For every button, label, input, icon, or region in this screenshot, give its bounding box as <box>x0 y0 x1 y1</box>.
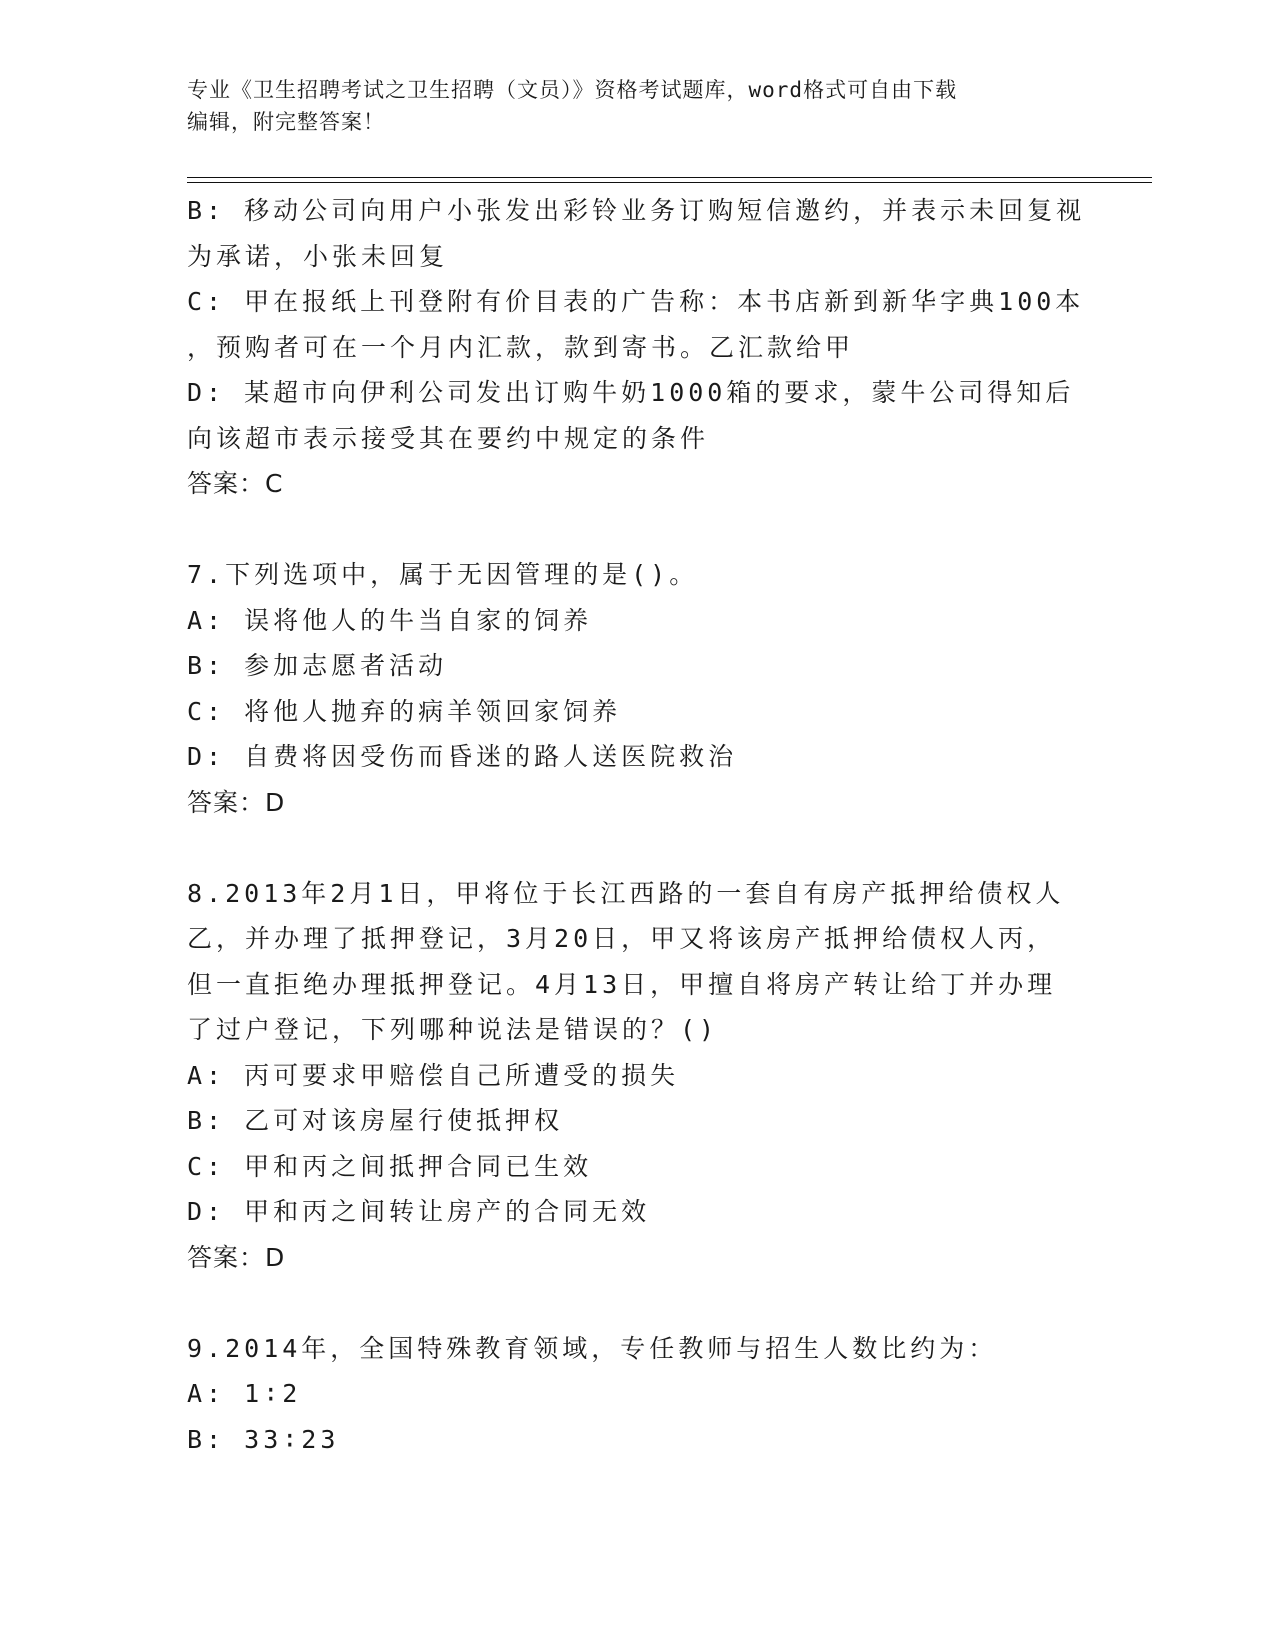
answer-label: 答案：D <box>187 1242 286 1272</box>
option-a: A: 丙可要求甲赔偿自己所遭受的损失 <box>187 1060 680 1090</box>
document-header <box>187 74 1087 138</box>
option-c-line: C: 甲在报纸上刊登附有价目表的广告称：本书店新到新华字典100本 <box>187 287 1085 316</box>
question-text: 乙，并办理了抵押登记，3月20日，甲又将该房产抵押给债权人丙， <box>187 924 1057 953</box>
question-8 <box>187 871 1087 1281</box>
option-a: A: 1∶2 <box>187 1379 302 1408</box>
option-b: B: 参加志愿者活动 <box>187 651 448 680</box>
spacer <box>187 507 1087 553</box>
option-b: B: 乙可对该房屋行使抵押权 <box>187 1106 564 1135</box>
question-text: 了过户登记，下列哪种说法是错误的？() <box>187 1015 719 1044</box>
option-b-line: B: 移动公司向用户小张发出彩铃业务订购短信邀约，并表示未回复视 <box>187 196 1086 225</box>
option-b-line: 为承诺，小张未回复 <box>187 241 449 271</box>
option-c: C: 甲和丙之间抵押合同已生效 <box>187 1151 593 1181</box>
option-b: B: 33∶23 <box>187 1424 340 1454</box>
header-rule-top <box>187 177 1152 178</box>
option-c: C: 将他人抛弃的病羊领回家饲养 <box>187 696 622 726</box>
document-body <box>187 188 1087 1462</box>
option-d-line: 向该超市表示接受其在要约中规定的条件 <box>187 423 710 453</box>
answer-label: 答案：C <box>187 469 284 498</box>
option-d-line: D: 某超市向伊利公司发出订购牛奶1000箱的要求，蒙牛公司得知后 <box>187 378 1075 407</box>
question-text: 8.2013年2月1日，甲将位于长江西路的一套自有房产抵押给债权人 <box>187 878 1065 908</box>
question-9 <box>187 1326 1087 1463</box>
question-text: 但一直拒绝办理抵押登记。4月13日，甲擅自将房产转让给丁并办理 <box>187 969 1057 999</box>
option-c-line: ，预购者可在一个月内汇款，款到寄书。乙汇款给甲 <box>187 332 855 362</box>
spacer <box>187 825 1087 871</box>
header-line-2: 编辑，附完整答案！ <box>187 110 385 134</box>
option-a: A: 误将他人的牛当自家的饲养 <box>187 605 593 635</box>
header-line-1: 专业《卫生招聘考试之卫生招聘（文员）》资格考试题库，word格式可自由下载 <box>187 78 958 102</box>
answer-label: 答案：D <box>187 787 286 817</box>
question-7 <box>187 552 1087 825</box>
spacer <box>187 1280 1087 1326</box>
question-text: 9.2014年，全国特殊教育领域，专任教师与招生人数比约为： <box>187 1333 998 1363</box>
option-d: D: 自费将因受伤而昏迷的路人送医院救治 <box>187 742 738 771</box>
header-rule-bottom <box>187 182 1152 183</box>
question-text: 7.下列选项中，属于无因管理的是()。 <box>187 560 699 589</box>
option-d: D: 甲和丙之间转让房产的合同无效 <box>187 1197 651 1226</box>
previous-question-continuation <box>187 188 1087 507</box>
